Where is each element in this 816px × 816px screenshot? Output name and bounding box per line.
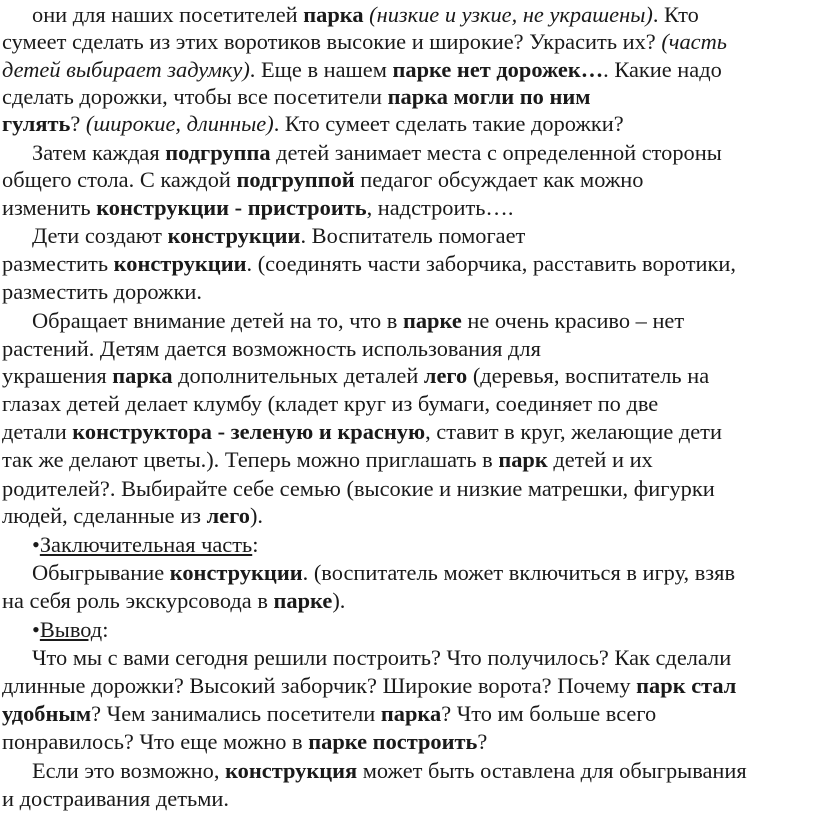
bold-term: конструкции — [113, 251, 247, 276]
text-run: : — [252, 532, 259, 557]
text-line — [0, 785, 816, 812]
text-line — [0, 700, 816, 727]
text-run: ? Чем занимались посетители — [91, 701, 381, 726]
text-line — [0, 194, 816, 221]
bold-term: конструктора - зеленую и красную — [72, 419, 426, 444]
text-run: . (соединять части заборчика, расставить воротики, — [246, 251, 736, 276]
text-line — [0, 335, 816, 362]
text-run: и достраивания детьми. — [2, 786, 229, 811]
text-line — [0, 446, 816, 473]
bold-term: парка — [380, 701, 442, 726]
text-run: Что мы с вами сегодня решили построить? Что получилось? Как сделали — [32, 645, 732, 670]
text-run: людей, сделанные из — [2, 503, 207, 528]
text-run: . Воспитатель помогает — [300, 223, 526, 248]
text-run: растений. Детям дается возможность использования для — [2, 336, 541, 361]
text-line — [0, 672, 816, 699]
text-line — [0, 28, 816, 55]
bold-term: парк — [498, 447, 548, 472]
text-line — [0, 307, 816, 334]
text-run: разместить — [2, 251, 114, 276]
bold-term: конструкции — [169, 560, 303, 585]
bold-term: гулять — [2, 111, 71, 136]
text-run: . Кто — [652, 2, 699, 27]
bold-term: парке — [273, 588, 333, 613]
text-run: дополнительных деталей — [172, 363, 424, 388]
text-run: педагог обсуждает как можно — [354, 167, 644, 192]
text-run: на себя роль экскурсовода в — [2, 588, 274, 613]
text-run: изменить — [2, 195, 97, 220]
text-line — [0, 390, 816, 417]
text-run: , надстроить…. — [366, 195, 514, 220]
text-line — [0, 728, 816, 755]
text-run: • — [32, 532, 40, 557]
text-run: длинные дорожки? Высокий заборчик? Широкие ворота? Почему — [2, 673, 637, 698]
text-run: ? Что им больше всего — [441, 701, 657, 726]
text-line — [0, 1, 816, 28]
text-line — [0, 222, 816, 249]
text-line — [0, 418, 816, 445]
text-run: родителей?. Выбирайте себе семью (высокие и низкие матрешки, фигурки — [2, 476, 715, 501]
text-run: (деревья, воспитатель на — [467, 363, 710, 388]
bold-term: лего — [423, 363, 468, 388]
italic-note: (часть — [661, 29, 727, 54]
text-line — [0, 475, 816, 502]
bold-term: парк стал — [636, 673, 737, 698]
bold-term: удобным — [2, 701, 92, 726]
text-run: понравилось? Что еще можно в — [2, 729, 309, 754]
text-line — [0, 362, 816, 389]
text-line — [0, 644, 816, 671]
text-run: детали — [2, 419, 73, 444]
italic-note: детей выбирает задумку) — [2, 57, 250, 82]
text-run: общего стола. С каждой — [2, 167, 237, 192]
text-line — [0, 166, 816, 193]
bold-term: парка — [303, 2, 364, 27]
text-line — [0, 559, 816, 586]
text-line — [0, 531, 816, 558]
text-line — [0, 616, 816, 643]
text-line — [0, 250, 816, 277]
text-run: ? — [70, 111, 86, 136]
bold-term: парке построить — [308, 729, 478, 754]
text-run: . Еще в нашем — [249, 57, 393, 82]
bold-term: парка — [112, 363, 173, 388]
bold-term: подгруппой — [236, 167, 355, 192]
text-run: Дети создают — [32, 223, 168, 248]
bold-term: конструкции - пристроить — [96, 195, 367, 220]
section-heading: Заключительная часть — [39, 532, 253, 557]
text-line — [0, 56, 816, 83]
text-line — [0, 587, 816, 614]
italic-note: (низкие и узкие, не украшены) — [363, 2, 653, 27]
text-line — [0, 83, 816, 110]
text-line — [0, 757, 816, 784]
text-run: украшения — [2, 363, 113, 388]
text-run: . Кто сумеет сделать такие дорожки? — [273, 111, 624, 136]
text-run: может быть оставлена для обыгрывания — [357, 758, 747, 783]
italic-note: (широкие, длинные) — [85, 111, 274, 136]
text-run: Обращает внимание детей на то, что в — [32, 308, 403, 333]
bold-term: подгруппа — [165, 140, 271, 165]
text-run: они для наших посетителей — [32, 2, 304, 27]
text-run: так же делают цветы.). Теперь можно приглашать в — [2, 447, 499, 472]
text-run: : — [102, 617, 109, 642]
text-run: детей и их — [547, 447, 653, 472]
text-run: • — [32, 617, 40, 642]
text-line — [0, 502, 816, 529]
bold-term: конструкции — [167, 223, 301, 248]
text-run: детей занимает места с определенной стороны — [270, 140, 722, 165]
text-run: Если это возможно, — [32, 758, 226, 783]
text-line — [0, 139, 816, 166]
text-line — [0, 110, 816, 137]
bold-term: парке — [402, 308, 462, 333]
text-run: не очень красиво – нет — [461, 308, 685, 333]
text-run: . Какие надо — [603, 57, 722, 82]
section-heading: Вывод — [39, 617, 103, 642]
text-run: разместить дорожки. — [2, 279, 202, 304]
bold-term: парка могли по ним — [387, 84, 591, 109]
text-line — [0, 278, 816, 305]
text-run: ? — [477, 729, 488, 754]
bold-term: лего — [206, 503, 250, 528]
text-run: глазах детей делает клумбу (кладет круг из бумаги, соединяет по две — [2, 391, 659, 416]
text-run: сделать дорожки, чтобы все посетители — [2, 84, 388, 109]
bold-term: парке нет дорожек… — [392, 57, 604, 82]
text-run: Обыгрывание — [32, 560, 170, 585]
text-run: . (воспитатель может включиться в игру, взяв — [302, 560, 736, 585]
text-run: Затем каждая — [32, 140, 166, 165]
text-run: ). — [332, 588, 346, 613]
text-run: сумеет сделать из этих воротиков высокие и широкие? Украсить их? — [2, 29, 662, 54]
text-run: ). — [249, 503, 263, 528]
bold-term: конструкция — [225, 758, 358, 783]
text-run: , ставит в круг, желающие дети — [425, 419, 722, 444]
